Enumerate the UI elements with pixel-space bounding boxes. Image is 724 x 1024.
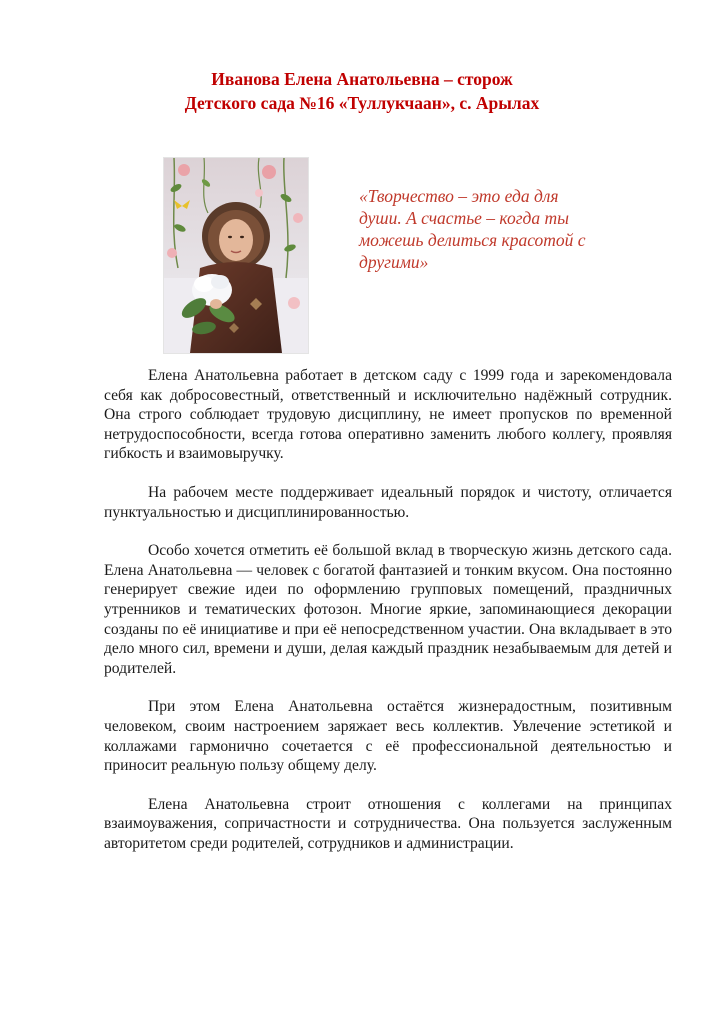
portrait-photo bbox=[163, 157, 309, 354]
paragraph-1: Елена Анатольевна работает в детском саду с 1999 года и зарекомендовала себя как добросовестный, ответственный и исключительно надёжный сотрудник. Она строго соблюдает трудовую дисциплину, не имеет пропусков по временной нетрудоспособности, всегда готова оперативно заменить любого коллегу, проявляя гибкость и взаимовыручку. bbox=[104, 367, 672, 463]
title-line-2: Детского сада №16 «Туллукчаан», с. Арылах bbox=[184, 93, 540, 113]
epigraph-quote bbox=[359, 185, 659, 273]
quote-line-4: другими» bbox=[359, 252, 429, 272]
paragraph-5: Елена Анатольевна строит отношения с коллегами на принципах взаимоуважения, сопричастности и сотрудничества. Она пользуется заслуженным авторитетом среди родителей, сотрудников и администрации. bbox=[104, 795, 672, 852]
quote-line-1: «Творчество – это еда для bbox=[359, 186, 559, 206]
body-text bbox=[104, 366, 672, 872]
title-line-1: Иванова Елена Анатольевна – сторож bbox=[211, 69, 513, 89]
paragraph-4: При этом Елена Анатольевна остаётся жизнерадостным, позитивным человеком, своим настроением заряжает весь коллектив. Увлечение эстетикой и коллажами гармонично сочетается с её профессиональной деятельностью и приносит реальную пользу общему делу. bbox=[104, 698, 672, 775]
quote-line-2: души. А счастье – когда ты bbox=[359, 208, 569, 228]
quote-line-3: можешь делиться красотой с bbox=[359, 230, 586, 250]
portrait-illustration bbox=[164, 158, 308, 353]
paragraph-2: На рабочем месте поддерживает идеальный порядок и чистоту, отличается пунктуальностью и дисциплинированностью. bbox=[104, 483, 672, 521]
page-title bbox=[0, 67, 724, 115]
paragraph-3: Особо хочется отметить её большой вклад в творческую жизнь детского сада. Елена Анатольевна — человек с богатой фантазией и тонким вкусом. Она постоянно генерирует свежие идеи по оформлению групповых помещений, праздничных утренников и тематических фотозон. Многие яркие, запоминающиеся декорации созданы по её инициативе и при её непосредственном участии. Она вкладывает в это дело много сил, времени и души, делая каждый праздник незабываемым для детей и родителей. bbox=[104, 542, 672, 677]
